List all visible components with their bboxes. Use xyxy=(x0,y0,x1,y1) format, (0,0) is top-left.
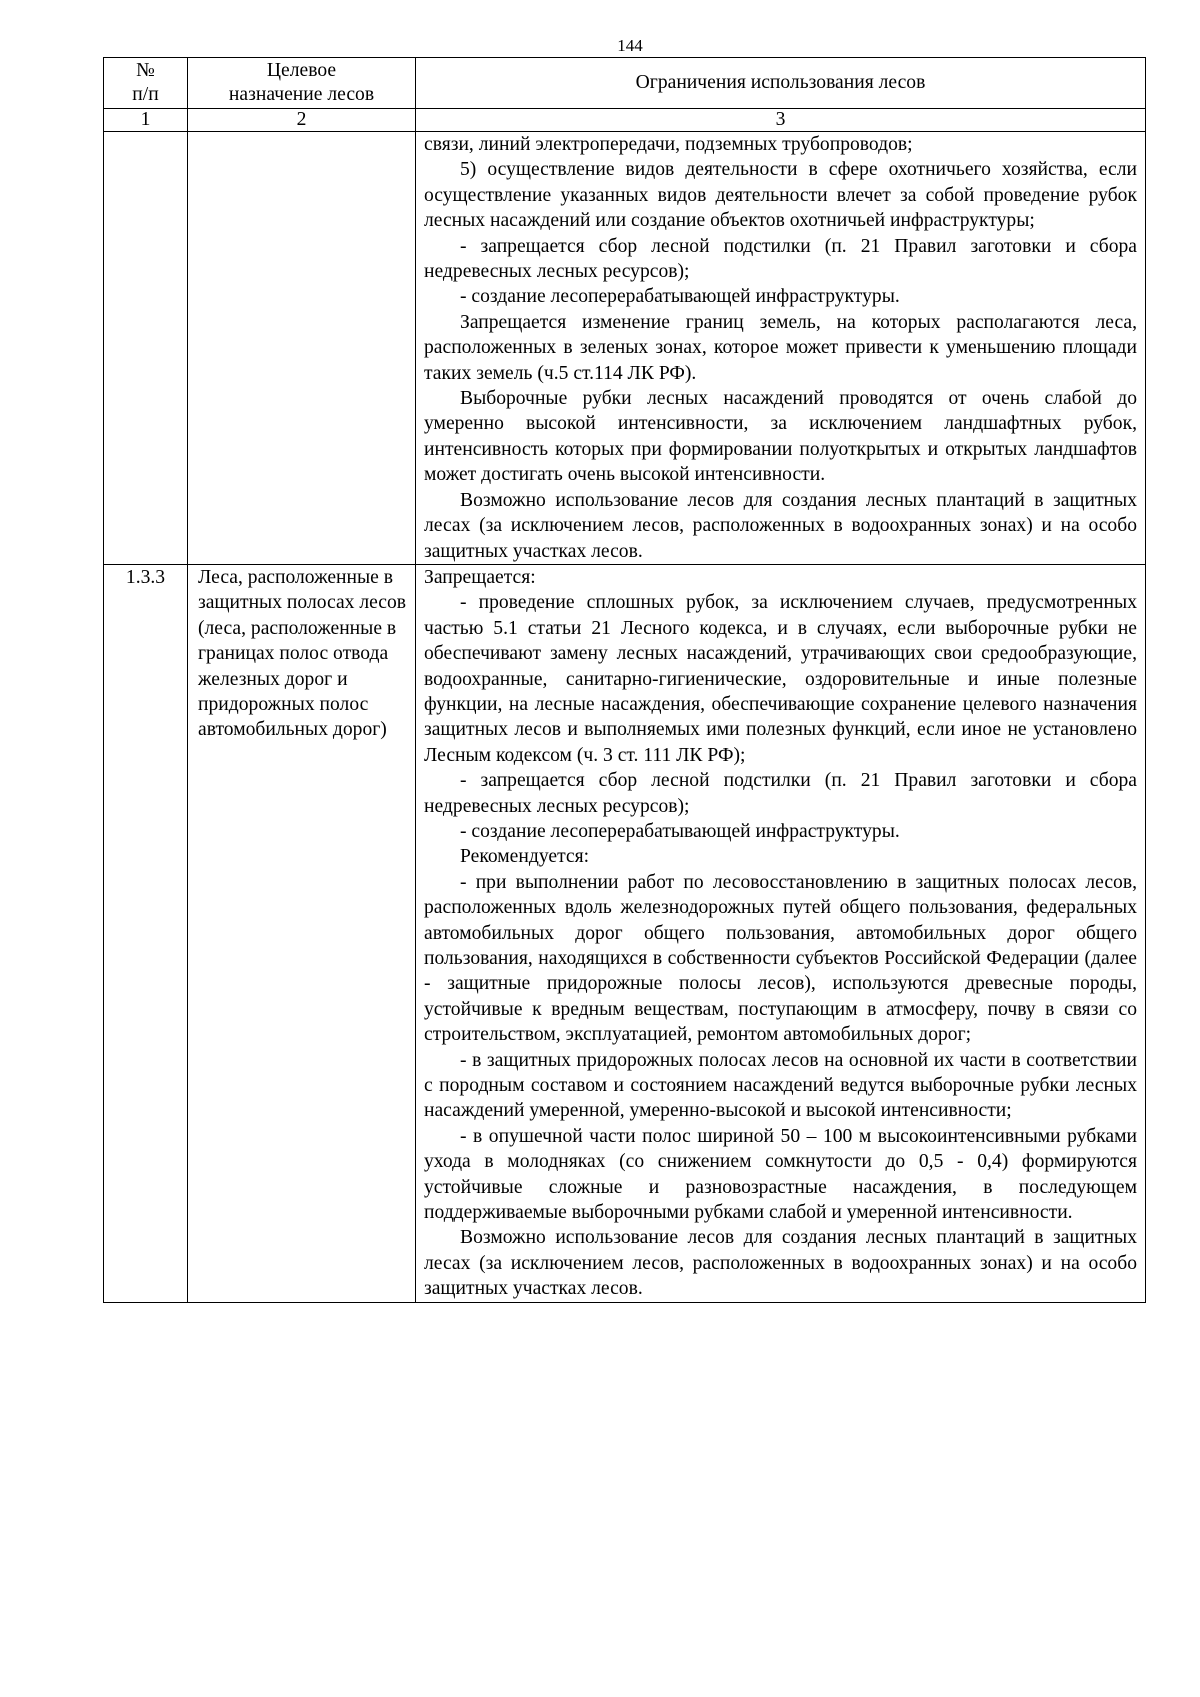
column-number-2: 2 xyxy=(188,109,416,132)
restriction-paragraph: - создание лесоперерабатывающей инфраструктуры. xyxy=(460,820,900,842)
restriction-paragraph: - создание лесоперерабатывающей инфраструктуры. xyxy=(460,286,900,308)
restriction-paragraph: - проведение сплошных рубок, за исключением случаев, предусмотренных частью 5.1 статьи 21 Лесного кодекса, и в случаях, если выборочные рубки не обеспечивают замену лесных насаждений, утрачивающих свои средообразующие, водоохранные, санитарно-гигиенические, оздоровительные и иные полезные функции, на лесные насаждения, обеспечивающие сохранение целевого назначения защитных лесов и выполняемых ими полезных функций, если иное не установлено Лесным кодексом (ч. 3 ст. 111 ЛК РФ); xyxy=(424,592,1137,766)
restriction-paragraph: Запрещается изменение границ земель, на которых располагаются леса, расположенных в зеленых зонах, которое может привести к уменьшению площади таких земель (ч.5 ст.114 ЛК РФ). xyxy=(424,311,1137,384)
row-number xyxy=(104,132,188,565)
restriction-paragraph: - при выполнении работ по лесовосстановлению в защитных полосах лесов, расположенных вдоль железнодорожных путей общего пользования, федеральных автомобильных дорог общего пользования, автомобильных дорог общего пользования, находящихся в собственности субъектов Российской Федерации (далее - защитные придорожные полосы лесов), используются древесные породы, устойчивые к вредным веществам, поступающим в атмосферу, почву в связи со строительством, эксплуатацией, ремонтом автомобильных дорог; xyxy=(424,871,1137,1046)
restriction-paragraph: 5) осуществление видов деятельности в сфере охотничьего хозяйства, если осуществление указанных видов деятельности влечет за собой проведение рубок лесных насаждений или создание объектов охотничьей инфраструктуры; xyxy=(424,159,1137,232)
header-number-symbol: № xyxy=(136,60,155,81)
table-row xyxy=(104,564,1146,1302)
restriction-paragraph: Возможно использование лесов для создания лесных плантаций в защитных лесах (за исключением лесов, расположенных в водоохранных зонах) и на особо защитных участках лесов. xyxy=(424,489,1137,562)
restriction-paragraph: Возможно использование лесов для создания лесных плантаций в защитных лесах (за исключением лесов, расположенных в водоохранных зонах) и на особо защитных участках лесов. xyxy=(424,1227,1137,1300)
table-row xyxy=(104,132,1146,565)
restriction-paragraph: Выборочные рубки лесных насаждений проводятся от очень слабой до умеренно высокой интенсивности, за исключением ландшафтных рубок, интенсивность которых при формировании полуоткрытых и открытых ландшафтов может достигать очень высокой интенсивности. xyxy=(424,388,1137,486)
header-restrictions: Ограничения использования лесов xyxy=(416,58,1146,109)
row-purpose xyxy=(188,132,416,565)
row-number: 1.3.3 xyxy=(104,564,188,1302)
restriction-paragraph: - запрещается сбор лесной подстилки (п. 21 Правил заготовки и сбора недревесных лесных ресурсов); xyxy=(424,770,1137,817)
restrictions-table xyxy=(103,57,1146,1303)
page-number: 144 xyxy=(617,36,643,55)
header-purpose-line2: назначение лесов xyxy=(228,84,375,105)
restriction-paragraph: Рекомендуется: xyxy=(460,846,590,868)
restriction-paragraph: Запрещается: xyxy=(424,566,536,588)
column-number-1: 1 xyxy=(104,109,188,132)
restriction-paragraph: связи, линий электропередачи, подземных трубопроводов; xyxy=(424,134,913,155)
row-restrictions xyxy=(416,564,1146,1302)
row-purpose: Леса, расположенные в защитных полосах лесов (леса, расположенные в границах полос отвода железных дорог и придорожных полос автомобильных дорог) xyxy=(188,564,416,1302)
header-number-abbr: п/п xyxy=(132,84,159,105)
header-purpose-line1: Целевое xyxy=(266,60,337,81)
column-numbers-row xyxy=(104,109,1146,132)
restriction-paragraph: - в защитных придорожных полосах лесов на основной их части в соответствии с породным составом и состоянием насаждений ведутся выборочные рубки лесных насаждений умеренной, умеренно-высокой и высокой интенсивности; xyxy=(424,1049,1137,1122)
column-number-3: 3 xyxy=(416,109,1146,132)
restriction-paragraph: - запрещается сбор лесной подстилки (п. 21 Правил заготовки и сбора недревесных лесных ресурсов); xyxy=(424,235,1137,283)
restriction-paragraph: - в опушечной части полос шириной 50 – 100 м высокоинтенсивными рубками ухода в молодняках (со снижением сомкнутости до 0,5 - 0,4) формируются устойчивые сложные и разновозрастные насаждения, в последующем поддерживаемые выборочными рубками слабой и умеренной интенсивности. xyxy=(424,1125,1137,1224)
header-number xyxy=(104,58,188,109)
row-restrictions xyxy=(416,132,1146,565)
table-header-row xyxy=(104,58,1146,109)
header-purpose xyxy=(188,58,416,109)
